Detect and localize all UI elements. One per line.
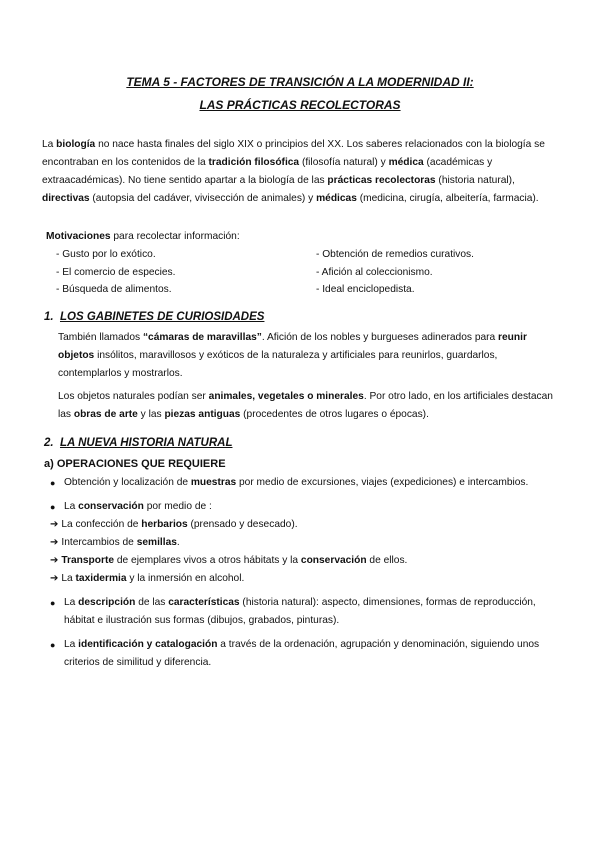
motivations-right-list <box>316 246 474 299</box>
bullet-dot-icon: ● <box>50 640 56 650</box>
page-title-line-2: LAS PRÁCTICAS RECOLECTORAS <box>199 98 401 112</box>
arrow-item-1: ➔ La confección de herbarios (prensado y desecado). <box>50 519 298 530</box>
arrow-item-2: ➔ Intercambios de semillas. <box>50 537 180 548</box>
list-item: - Ideal enciclopedista. <box>316 284 415 296</box>
bullet-dot-icon: ● <box>50 478 56 488</box>
document-page: TEMA 5 - FACTORES DE TRANSICIÓN A LA MODERNIDAD II: LAS PRÁCTICAS RECOLECTORAS La biología no nace hasta finales del siglo XIX o principios del XX. Los saberes relacionados con la biología se encontraban en los contenidos de la tradición filosófica (filosofía natural) y médica (académicas y extraacadémicas). No tiene sentido apartar a la biología de las prácticas recolectoras (historia natural), directivas (autopsia del cadáver, vivisección de animales) y médicas (medicina, cirugía, albeitería, farmacia). Motivaciones para recolectar información: - Gusto por lo exótico. - El comercio de especies. - Búsqueda de alimentos. - Obtención de remedios curativos. - Afición al coleccionismo. - Ideal enciclopedista. 1. LOS GABINETES DE CURIOSIDADES También llamados “cámaras de maravillas”. Afición de los nobles y burgueses adinerados para reunir objetos insólitos, maravillosos y exóticos de la naturaleza y artificiales para reunirlos, guardarlos, contemplarlos y mostrarlos. Los objetos naturales podían ser animales, vegetales o minerales. Por otro lado, en los artificiales destacan las obras de arte y las piezas antiguas (procedentes de otros lugares o épocas). 2. LA NUEVA HISTORIA NATURAL a) OPERACIONES QUE REQUIERE ● Obtención y localización de muestras por medio de excursiones, viajes (expediciones) e intercambios. ● La conservación por medio de : ➔ La confección de herbarios (prensado y desecado). ➔ Intercambios de semillas. ➔ Transporte de ejemplares vivos a otros hábitats y la conservación de ellos. ➔ La taxidermia y la inmersión en alcohol. ● La descripción de las características (historia natural): aspecto, dimensiones, formas de reproducción, hábitat e ilustración sus formas (dibujos, grabados, pinturas). ● La identificación y catalogación a través de la ordenación, agrupación y denominación, siguiendo unos criterios de similitud y diferencia. <box>0 0 600 848</box>
list-item: - Búsqueda de alimentos. <box>56 284 172 296</box>
motivations-label: Motivaciones para recolectar información: <box>46 231 240 242</box>
arrow-item-3: ➔ Transporte de ejemplares vivos a otros hábitats y la conservación de ellos. <box>50 555 408 566</box>
motivations-left-list <box>56 246 175 299</box>
section-1-paragraph-1: También llamados “cámaras de maravillas”. Afición de los nobles y burgueses adinerados para reunir objetos insólitos, maravillosos y exóticos de la naturaleza y artificiales para reunirlos, guardarlos, contemplarlos y mostrarlos. <box>58 332 527 379</box>
intro-paragraph: La biología no nace hasta finales del siglo XIX o principios del XX. Los saberes relacionados con la biología se encontraban en los contenidos de la tradición filosófica (filosofía natural) y médica (académicas y extraacadémicas). No tiene sentido apartar a la biología de las prácticas recolectoras (historia natural), directivas (autopsia del cadáver, vivisección de animales) y médicas (medicina, cirugía, albeitería, farmacia). <box>42 139 545 204</box>
bullet-dot-icon: ● <box>50 598 56 608</box>
section-1-paragraph-2: Los objetos naturales podían ser animales, vegetales o minerales. Por otro lado, en los artificiales destacan las obras de arte y las piezas antiguas (procedentes de otros lugares o épocas). <box>58 391 553 420</box>
subsection-a-heading: a) OPERACIONES QUE REQUIERE <box>44 458 226 470</box>
section-1-heading: 1. LOS GABINETES DE CURIOSIDADES <box>44 311 265 323</box>
section-2-heading: 2. LA NUEVA HISTORIA NATURAL <box>44 437 233 449</box>
list-item: - El comercio de especies. <box>56 266 176 278</box>
bullet-dot-icon: ● <box>50 502 56 512</box>
list-item: - Obtención de remedios curativos. <box>316 249 474 260</box>
list-item: - Afición al coleccionismo. <box>316 266 433 278</box>
page-title-line-1: TEMA 5 - FACTORES DE TRANSICIÓN A LA MODERNIDAD II: <box>126 75 474 89</box>
arrow-item-4: ➔ La taxidermia y la inmersión en alcohol. <box>50 573 245 584</box>
list-item: - Gusto por lo exótico. <box>56 249 156 260</box>
